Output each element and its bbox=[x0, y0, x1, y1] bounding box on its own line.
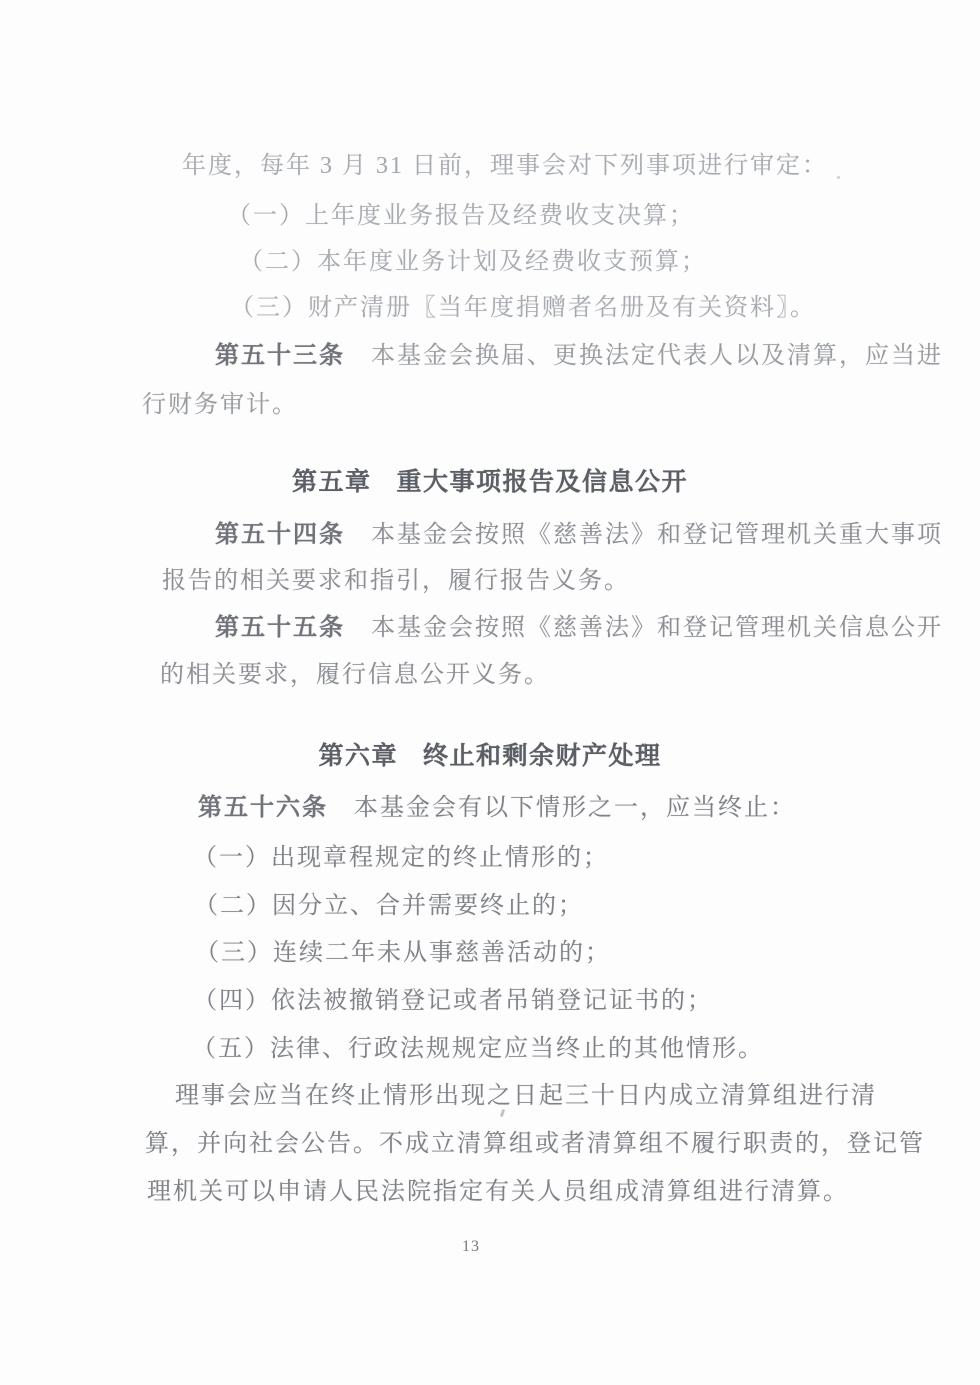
list-item bbox=[230, 295, 816, 321]
line-text: （二）本年度业务计划及经费收支预算； bbox=[239, 249, 707, 275]
text-line bbox=[182, 153, 828, 179]
list-item bbox=[227, 203, 695, 229]
list-item bbox=[194, 893, 584, 919]
article-number: 第五十六条 bbox=[198, 795, 328, 821]
text-line bbox=[175, 1083, 877, 1109]
article-line bbox=[215, 343, 943, 369]
line-text: 行财务审计。 bbox=[142, 392, 298, 418]
article-number: 第五十四条 bbox=[215, 522, 345, 548]
line-text: 算，并向社会公告。不成立清算组或者清算组不履行职责的，登记管 bbox=[145, 1131, 925, 1157]
line-text: 理事会应当在终止情形出现之日起三十日内成立清算组进行清 bbox=[175, 1083, 877, 1109]
scan-artifact bbox=[837, 176, 840, 179]
scan-artifact bbox=[500, 1109, 505, 1118]
line-text: 本基金会按照《慈善法》和登记管理机关重大事项 bbox=[371, 522, 943, 548]
line-text: （一）上年度业务报告及经费收支决算； bbox=[227, 203, 695, 229]
line-text: （四）依法被撤销登记或者吊销登记证书的； bbox=[193, 988, 713, 1014]
chapter-number: 第五章 bbox=[291, 469, 372, 496]
chapter-heading bbox=[0, 469, 980, 497]
article-line bbox=[198, 795, 796, 821]
line-text: 理机关可以申请人民法院指定有关人员组成清算组进行清算。 bbox=[147, 1179, 849, 1205]
text-line bbox=[147, 1179, 849, 1205]
line-text: （二）因分立、合并需要终止的； bbox=[194, 893, 584, 919]
text-line bbox=[160, 662, 550, 688]
line-text: 报告的相关要求和指引，履行报告义务。 bbox=[162, 568, 630, 594]
article-line bbox=[215, 522, 943, 548]
list-item bbox=[239, 249, 707, 275]
article-number: 第五十三条 bbox=[215, 343, 345, 369]
line-text: 的相关要求，履行信息公开义务。 bbox=[160, 662, 550, 688]
line-text: 本基金会按照《慈善法》和登记管理机关信息公开 bbox=[371, 615, 943, 641]
line-text: （三）财产清册〖当年度捐赠者名册及有关资料〗。 bbox=[230, 295, 816, 321]
line-text: 本基金会换届、更换法定代表人以及清算，应当进 bbox=[371, 343, 943, 369]
chapter-title: 终止和剩余财产处理 bbox=[423, 743, 662, 770]
list-item bbox=[195, 940, 611, 966]
list-item bbox=[192, 1036, 764, 1062]
text-line bbox=[145, 1131, 925, 1157]
text-line bbox=[142, 392, 298, 418]
chapter-number: 第六章 bbox=[318, 743, 398, 770]
chapter-heading bbox=[0, 743, 980, 771]
list-item bbox=[193, 988, 713, 1014]
line-text: 年度，每年 3 月 31 日前，理事会对下列事项进行审定： bbox=[182, 153, 828, 179]
line-text: （五）法律、行政法规规定应当终止的其他情形。 bbox=[192, 1036, 764, 1062]
article-number: 第五十五条 bbox=[215, 615, 345, 641]
line-text: （三）连续二年未从事慈善活动的； bbox=[195, 940, 611, 966]
article-line bbox=[215, 615, 943, 641]
line-text: （一）出现章程规定的终止情形的； bbox=[193, 845, 609, 871]
list-item bbox=[193, 845, 609, 871]
text-line bbox=[162, 568, 630, 594]
chapter-title: 重大事项报告及信息公开 bbox=[396, 469, 689, 496]
line-text: 本基金会有以下情形之一，应当终止： bbox=[354, 795, 796, 821]
page-number: 13 bbox=[462, 1238, 480, 1255]
